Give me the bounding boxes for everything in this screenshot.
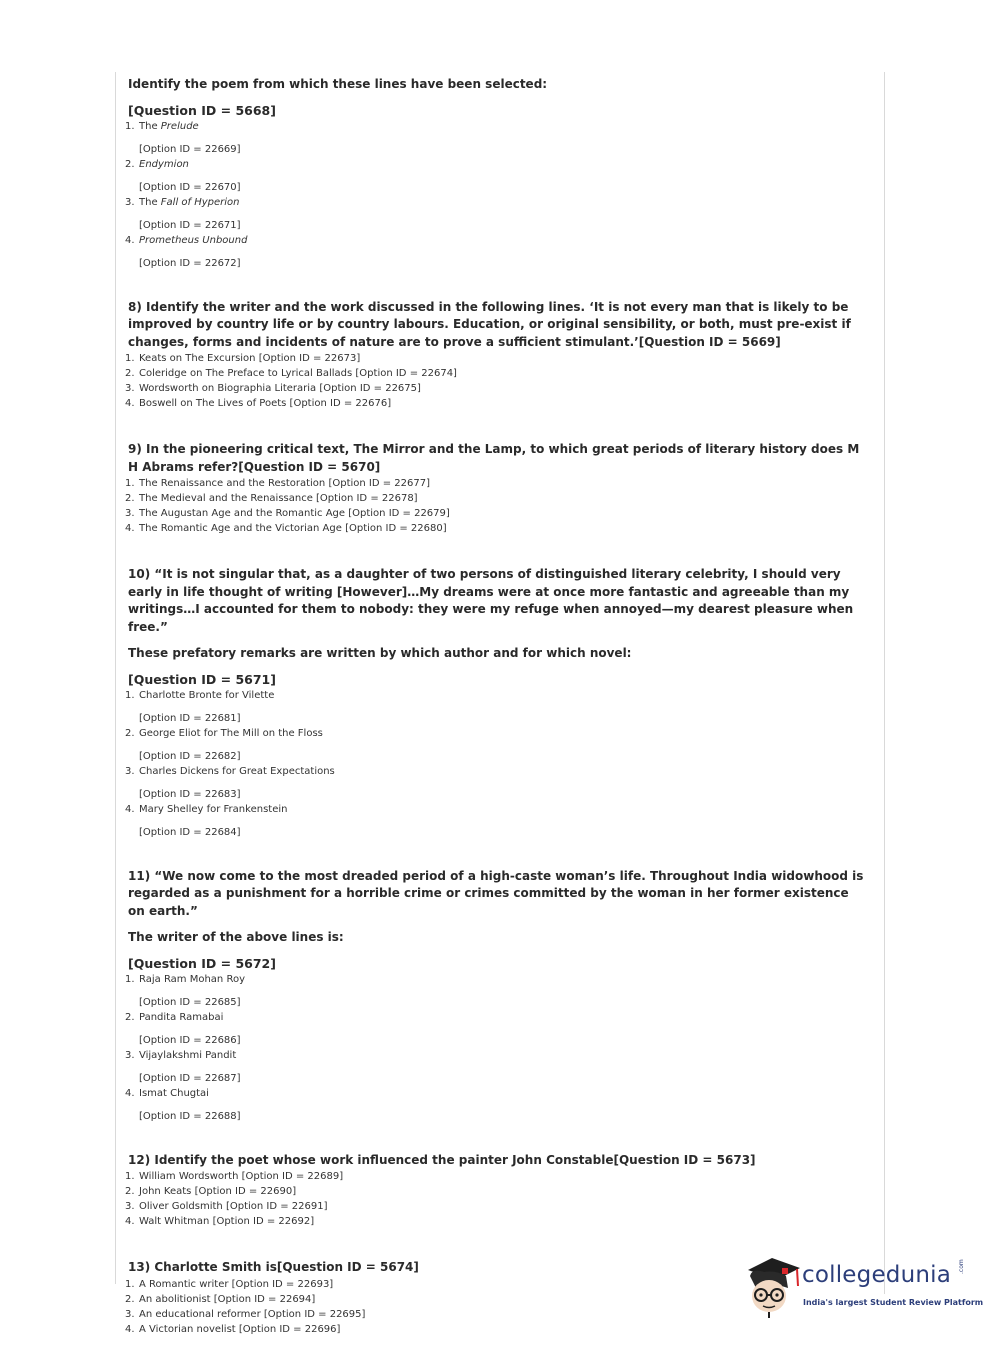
option-item: 1. William Wordsworth [Option ID = 22689] — [125, 1171, 344, 1182]
option-item: 1. Raja Ram Mohan Roy [Option ID = 22685] — [125, 972, 867, 1010]
option-item: 3. Wordsworth on Biographia Literaria [Option ID = 22675] — [125, 383, 421, 394]
question-11-options — [127, 972, 867, 1124]
option-id: [Option ID = 22682] — [139, 750, 241, 762]
option-item: 2. An abolitionist [Option ID = 22694] — [125, 1293, 316, 1305]
option-item: 4. The Romantic Age and the Victorian Age [Option ID = 22680] — [125, 523, 447, 534]
option-id: [Option ID = 22684] — [139, 826, 241, 838]
right-margin-line — [884, 72, 885, 1294]
option-item: 1. The Renaissance and the Restoration [Option ID = 22677] — [125, 478, 430, 489]
question-9-text: 9) In the pioneering critical text, The Mirror and the Lamp, to which great periods of literary history does M H Abrams refer?[Question ID = 5670] — [128, 442, 860, 474]
option-item: 2. The Medieval and the Renaissance [Option ID = 22678] — [125, 493, 418, 504]
option-item: 4. A Victorian novelist [Option ID = 22696] — [125, 1323, 341, 1335]
option-item: 2. Coleridge on The Preface to Lyrical Ballads [Option ID = 22674] — [125, 368, 457, 379]
option-item: 1. Keats on The Excursion [Option ID = 22673] — [125, 353, 361, 364]
option-id: [Option ID = 22688] — [139, 1110, 241, 1122]
question-7-id: [Question ID = 5668] — [128, 102, 276, 118]
option-id: [Option ID = 22681] — [139, 712, 241, 724]
option-item: 1. Charlotte Bronte for Vilette [Option ID = 22681] — [125, 688, 867, 726]
question-10-id: [Question ID = 5671] — [128, 671, 276, 687]
question-11-text: 11) “We now come to the most dreaded period of a high-caste woman’s life. Throughout India widowhood is regarded as a punishment for a horrible crime or crimes committed by the woman in her former existence on earth.” — [128, 868, 864, 918]
option-item: 3. The Augustan Age and the Romantic Age [Option ID = 22679] — [125, 508, 450, 519]
question-8-options — [127, 351, 867, 411]
question-7-text: Identify the poem from which these lines have been selected: — [128, 77, 548, 91]
option-id: [Option ID = 22683] — [139, 788, 241, 800]
option-item: 3. An educational reformer [Option ID = 22695] — [125, 1308, 366, 1320]
option-item: 2. George Eliot for The Mill on the Floss [Option ID = 22682] — [125, 726, 867, 764]
question-11-id: [Question ID = 5672] — [128, 955, 276, 971]
option-item: 3. Vijaylakshmi Pandit [Option ID = 22687] — [125, 1048, 867, 1086]
question-12-text: 12) Identify the poet whose work influenced the painter John Constable[Question ID = 5673] — [128, 1152, 756, 1167]
question-paper-content — [127, 76, 867, 1337]
question-10-text: 10) “It is not singular that, as a daughter of two persons of distinguished literary celebrity, I should very early in life thought of writing [However]…My dreams were at once more fantastic and agreeable than my writings…I accounted for them to nobody: they were my refuge when annoyed—my dearest pleasure when free.” — [128, 567, 854, 634]
option-id: [Option ID = 22670] — [139, 181, 241, 193]
option-id: [Option ID = 22672] — [139, 257, 241, 269]
option-item: 4. Boswell on The Lives of Poets [Option ID = 22676] — [125, 398, 392, 409]
option-item: 2. John Keats [Option ID = 22690] — [125, 1186, 297, 1197]
question-13-text: 13) Charlotte Smith is[Question ID = 5674] — [128, 1260, 419, 1274]
option-item: 4. Mary Shelley for Frankenstein [Option ID = 22684] — [125, 802, 867, 840]
option-id: [Option ID = 22669] — [139, 143, 241, 155]
question-11-prompt: The writer of the above lines is: — [128, 930, 344, 944]
question-8-text: 8) Identify the writer and the work discussed in the following lines. ‘It is not every man that is likely to be improved by country life or by country labours. Education, or original sensibility, or both, must pre-exist if changes, forms and incidents of nature are to prove a sufficient stimulant.’[Question ID = 5669] — [128, 299, 851, 349]
option-item: 4. Ismat Chugtai [Option ID = 22688] — [125, 1086, 867, 1124]
question-7-options — [127, 119, 867, 271]
question-12-options — [127, 1169, 867, 1229]
collegedunia-tld: .com — [958, 1259, 965, 1274]
option-item: 4. Prometheus Unbound [Option ID = 22672] — [125, 233, 867, 271]
collegedunia-wordmark: collegedunia — [802, 1262, 952, 1288]
option-item: 4. Walt Whitman [Option ID = 22692] — [125, 1216, 315, 1227]
question-10-options — [127, 688, 867, 840]
collegedunia-tagline: India's largest Student Review Platform — [803, 1298, 984, 1307]
option-item: 1. The Prelude [Option ID = 22669] — [125, 119, 867, 157]
option-id: [Option ID = 22671] — [139, 219, 241, 231]
option-id: [Option ID = 22685] — [139, 996, 241, 1008]
option-id: [Option ID = 22687] — [139, 1072, 241, 1084]
option-item: 2. Endymion [Option ID = 22670] — [125, 157, 867, 195]
option-id: [Option ID = 22686] — [139, 1034, 241, 1046]
option-item: 3. The Fall of Hyperion [Option ID = 22671] — [125, 195, 867, 233]
option-item: 2. Pandita Ramabai [Option ID = 22686] — [125, 1010, 867, 1048]
left-margin-line — [115, 72, 116, 1284]
question-10-prompt: These prefatory remarks are written by which author and for which novel: — [128, 646, 632, 660]
option-item: 1. A Romantic writer [Option ID = 22693] — [125, 1278, 334, 1290]
question-9-options — [127, 476, 867, 536]
option-item: 3. Charles Dickens for Great Expectations [Option ID = 22683] — [125, 764, 867, 802]
option-item: 3. Oliver Goldsmith [Option ID = 22691] — [125, 1201, 328, 1212]
